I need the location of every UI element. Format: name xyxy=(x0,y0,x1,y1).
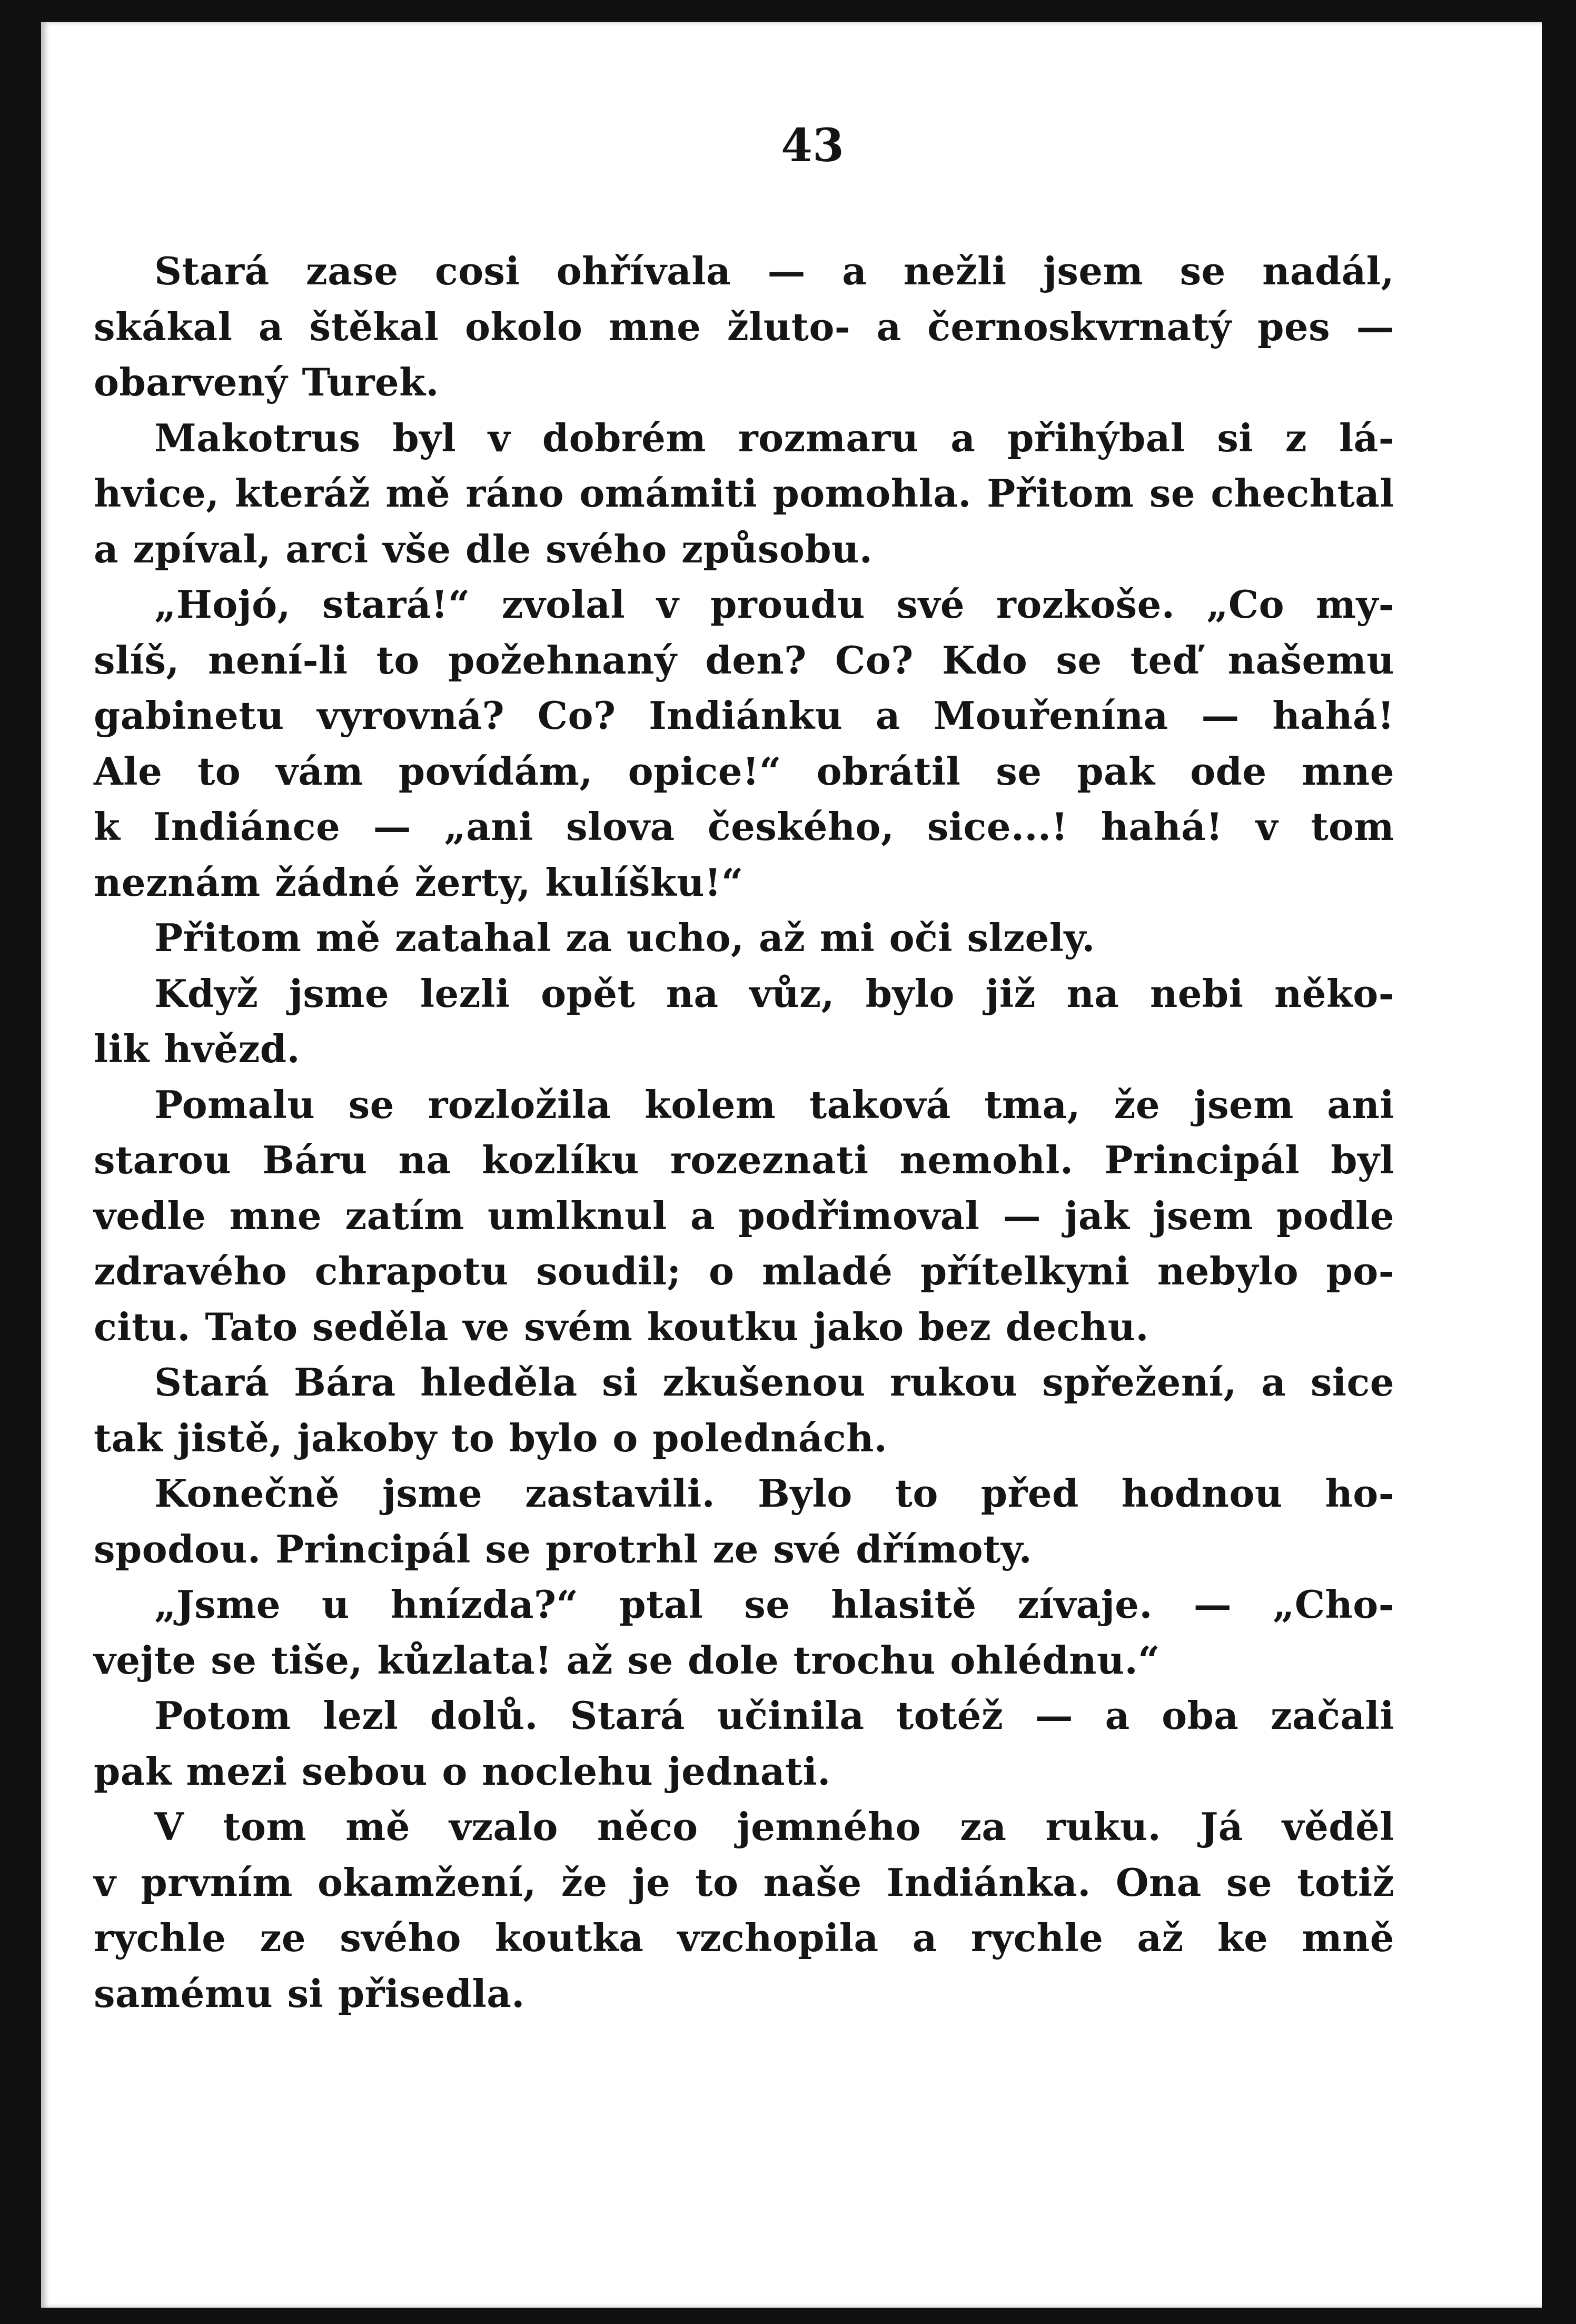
text-line: tak jistě, jakoby to bylo o polednách. xyxy=(94,1415,888,1460)
text-line: vedle mne zatím umlknul a podřimoval — jak jsem podle xyxy=(94,1193,1394,1238)
text-line: neznám žádné žerty, kulíšku!“ xyxy=(94,859,744,905)
text-line: rychle ze svého koutka vzchopila a rychle až ke mně xyxy=(94,1915,1394,1960)
text-line: citu. Tato seděla ve svém koutku jako bez dechu. xyxy=(94,1304,1149,1349)
text-line: k Indiánce — „ani slova českého, sice...! hahá! v tom xyxy=(94,804,1394,849)
text-line: vejte se tiše, kůzlata! až se dole trochu ohlédnu.“ xyxy=(94,1637,1160,1683)
text-line: pak mezi sebou o noclehu jednati. xyxy=(94,1748,831,1794)
text-line: starou Báru na kozlíku rozeznati nemohl. Principál byl xyxy=(94,1138,1394,1182)
text-line: Potom lezl dolů. Stará učinila totéž — a oba začali xyxy=(154,1693,1394,1738)
text-line: lik hvězd. xyxy=(94,1026,300,1071)
text-line: samému si přisedla. xyxy=(94,1971,525,2016)
text-line: Stará zase cosi ohřívala — a nežli jsem se nadál, xyxy=(154,249,1394,293)
text-line: Ale to vám povídám, opice!“ obrátil se pak ode mne xyxy=(94,748,1394,794)
text-line: gabinetu vyrovná? Co? Indiánku a Mouřenína — hahá! xyxy=(94,693,1394,738)
text-line: Přitom mě zatahal za ucho, až mi oči slzely. xyxy=(154,915,1095,960)
text-line: zdravého chrapotu soudil; o mladé přítelkyni nebylo po- xyxy=(94,1249,1394,1293)
text-line: slíš, není-li to požehnaný den? Co? Kdo se teď našemu xyxy=(94,637,1394,683)
text-line: obarvený Turek. xyxy=(94,360,439,404)
text-line: „Jsme u hnízda?“ ptal se hlasitě zívaje. — „Cho- xyxy=(154,1582,1394,1627)
text-line: v prvním okamžení, že je to naše Indiánka. Ona se totiž xyxy=(94,1860,1394,1905)
text-line: a zpíval, arci vše dle svého způsobu. xyxy=(94,526,873,571)
text-line: Konečně jsme zastavili. Bylo to před hodnou ho- xyxy=(154,1471,1394,1516)
body-text xyxy=(94,243,1394,2021)
text-line: „Hojó, stará!“ zvolal v proudu své rozkoše. „Co my- xyxy=(154,582,1394,627)
text-line: Stará Bára hleděla si zkušenou rukou spřežení, a sice xyxy=(154,1360,1394,1405)
text-line: V tom mě vzalo něco jemného za ruku. Já věděl xyxy=(154,1804,1394,1849)
text-line: Když jsme lezli opět na vůz, bylo již na nebi něko- xyxy=(154,971,1394,1016)
text-line: Pomalu se rozložila kolem taková tma, že jsem ani xyxy=(154,1082,1394,1127)
text-line: Makotrus byl v dobrém rozmaru a přihýbal si z lá- xyxy=(154,415,1394,460)
text-line: spodou. Principál se protrhl ze své dřímoty. xyxy=(94,1526,1033,1571)
page-number: 43 xyxy=(781,119,844,172)
book-page xyxy=(41,22,1542,2308)
text-line: hvice, kteráž mě ráno omámiti pomohla. Přitom se chechtal xyxy=(94,471,1394,516)
text-line: skákal a štěkal okolo mne žluto- a černoskvrnatý pes — xyxy=(94,304,1394,349)
